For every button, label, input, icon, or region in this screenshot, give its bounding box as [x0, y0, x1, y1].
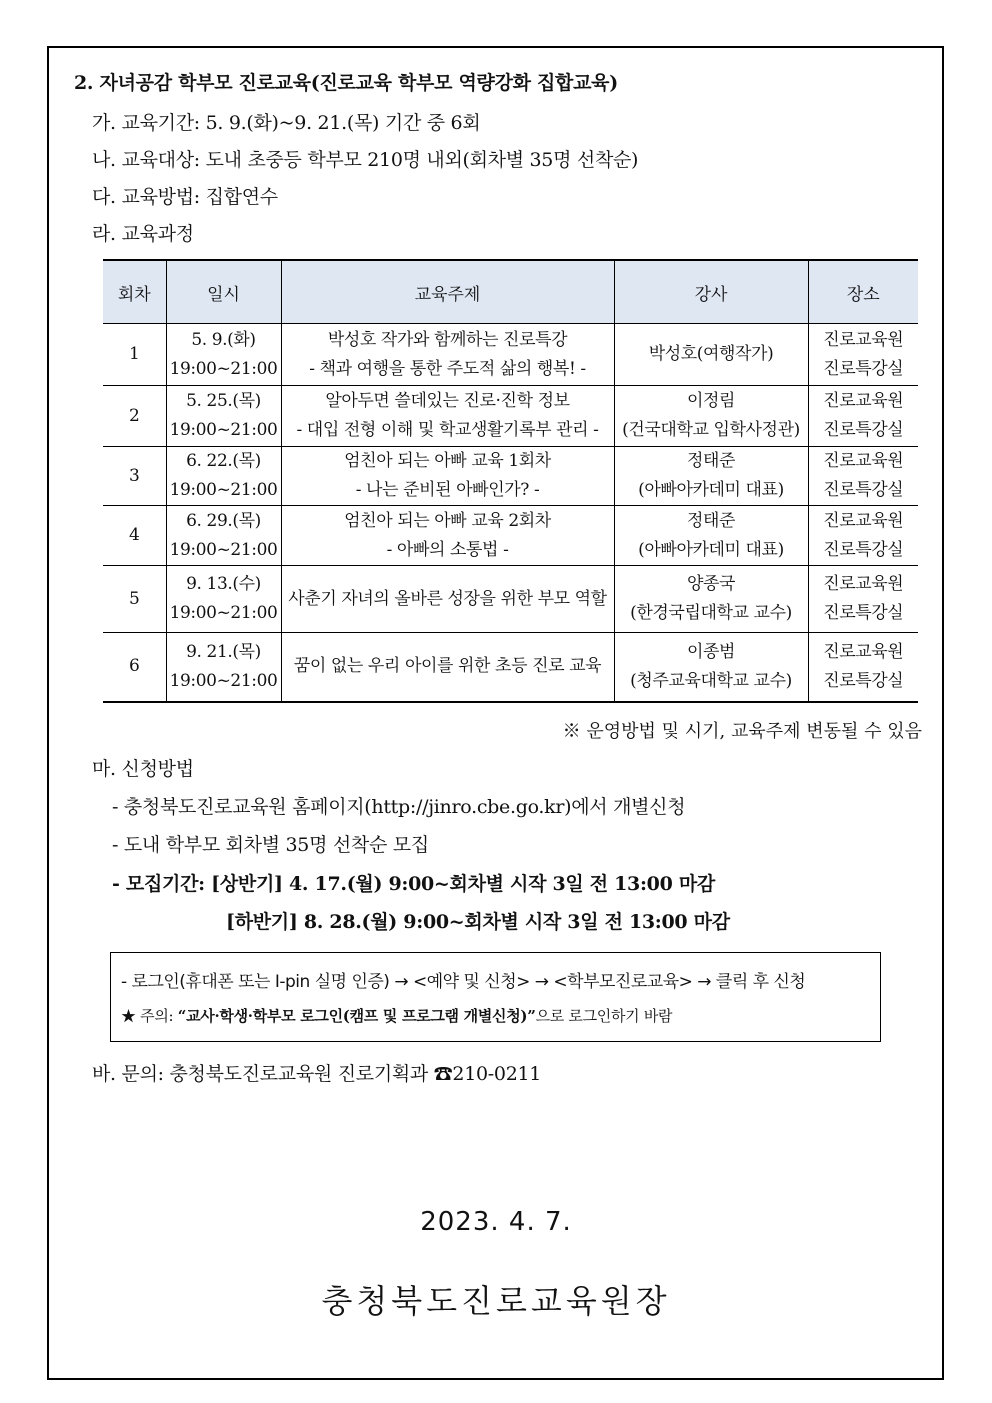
apply-item-period-first: - 모집기간: [상반기] 4. 17.(월) 9:00~회차별 시작 3일 전 13:00 마감	[112, 873, 715, 895]
schedule-table	[103, 259, 918, 703]
session-topic	[281, 566, 614, 633]
page-border	[47, 46, 944, 1380]
apply-item-homepage: - 충청북도진로교육원 홈페이지(http://jinro.cbe.go.kr)에서 개별신청	[112, 796, 686, 818]
lecturer-affiliation: (한경국립대학교 교수)	[630, 603, 792, 623]
place-line1: 진로교육원	[823, 391, 904, 411]
session-topic	[281, 447, 614, 506]
topic-line1: 꿈이 없는 우리 아이를 위한 초등 진로 교육	[293, 656, 602, 677]
header-place: 장소	[808, 260, 918, 324]
session-no: 3	[103, 447, 166, 506]
session-place	[808, 566, 918, 633]
session-no: 2	[103, 386, 166, 447]
contact-info: 바. 문의: 충청북도진로교육원 진로기획과 ☎210-0211	[92, 1063, 542, 1085]
session-topic	[281, 506, 614, 566]
session-topic	[281, 324, 614, 386]
table-note: ※ 운영방법 및 시기, 교육주제 변동될 수 있음	[562, 721, 922, 742]
session-datetime	[166, 447, 281, 506]
topic-line2: - 책과 여행을 통한 주도적 삶의 행복! -	[309, 358, 586, 379]
session-no: 4	[103, 506, 166, 566]
session-time: 19:00~21:00	[169, 480, 278, 500]
session-lecturer	[614, 633, 808, 702]
caution-login-type: “교사·학생·학부모 로그인(캠프 및 프로그램 개별신청)”	[177, 1007, 536, 1025]
table-row	[103, 566, 918, 633]
session-lecturer	[614, 447, 808, 506]
place-line1: 진로교육원	[823, 329, 904, 350]
header-topic: 교육주제	[281, 260, 614, 324]
session-time: 19:00~21:00	[169, 420, 278, 440]
session-no: 5	[103, 566, 166, 633]
session-datetime	[166, 633, 281, 702]
lecturer-name: 이종범	[686, 641, 736, 662]
session-place	[808, 633, 918, 702]
session-no: 1	[103, 324, 166, 386]
place-line1: 진로교육원	[823, 574, 904, 594]
session-place	[808, 386, 918, 447]
login-caution	[121, 1005, 672, 1026]
education-target: 나. 교육대상: 도내 초중등 학부모 210명 내외(회차별 35명 선착순)	[92, 149, 639, 171]
place-line2: 진로특강실	[823, 480, 904, 500]
place-line2: 진로특강실	[823, 358, 904, 379]
table-row	[103, 633, 918, 702]
topic-line1: 사춘기 자녀의 올바른 성장을 위한 부모 역할	[288, 588, 607, 609]
session-date: 6. 29.(목)	[186, 510, 261, 531]
session-no: 6	[103, 633, 166, 702]
caution-tail: 으로 로그인하기 바람	[535, 1007, 673, 1025]
caution-label: ★ 주의:	[121, 1007, 178, 1025]
place-line1: 진로교육원	[823, 510, 904, 531]
lecturer-affiliation: (아빠아카데미 대표)	[638, 539, 784, 560]
session-date: 9. 13.(수)	[186, 574, 261, 594]
lecturer-name: 이정림	[686, 391, 736, 411]
session-lecturer	[614, 506, 808, 566]
header-lecturer: 강사	[614, 260, 808, 324]
table-row	[103, 447, 918, 506]
header-datetime: 일시	[166, 260, 281, 324]
session-topic	[281, 386, 614, 447]
table-row	[103, 386, 918, 447]
table-row	[103, 324, 918, 386]
issuer-signature: 충청북도진로교육원장	[321, 1282, 671, 1320]
lecturer-name: 정태준	[686, 510, 736, 531]
session-time: 19:00~21:00	[169, 603, 278, 623]
session-datetime	[166, 566, 281, 633]
lecturer-affiliation: (청주교육대학교 교수)	[630, 670, 792, 691]
education-course: 라. 교육과정	[92, 223, 194, 245]
session-lecturer	[614, 386, 808, 447]
session-date: 6. 22.(목)	[186, 451, 261, 471]
header-session: 회차	[103, 260, 166, 324]
topic-line1: 엄친아 되는 아빠 교육 1회차	[344, 451, 551, 471]
session-datetime	[166, 386, 281, 447]
session-lecturer	[614, 566, 808, 633]
session-datetime	[166, 506, 281, 566]
session-place	[808, 324, 918, 386]
session-time: 19:00~21:00	[169, 670, 278, 691]
table-row	[103, 506, 918, 566]
education-method: 다. 교육방법: 집합연수	[92, 186, 278, 208]
session-date: 5. 9.(화)	[191, 329, 256, 350]
session-place	[808, 447, 918, 506]
section-title: 2. 자녀공감 학부모 진로교육(진로교육 학부모 역량강화 집합교육)	[74, 72, 618, 94]
session-topic	[281, 633, 614, 702]
place-line2: 진로특강실	[823, 670, 904, 691]
login-steps: - 로그인(휴대폰 또는 I-pin 실명 인증) → <예약 및 신청> → <학부모진로교육> → 클릭 후 신청	[121, 972, 806, 992]
topic-line1: 엄친아 되는 아빠 교육 2회차	[344, 510, 551, 531]
apply-item-period-second: [하반기] 8. 28.(월) 9:00~회차별 시작 3일 전 13:00 마감	[226, 911, 730, 933]
lecturer-name: 정태준	[686, 451, 736, 471]
lecturer-affiliation: (건국대학교 입학사정관)	[622, 420, 800, 440]
place-line2: 진로특강실	[823, 420, 904, 440]
place-line2: 진로특강실	[823, 603, 904, 623]
session-datetime	[166, 324, 281, 386]
session-date: 5. 25.(목)	[186, 391, 261, 411]
apply-item-recruit: - 도내 학부모 회차별 35명 선착순 모집	[112, 834, 429, 856]
session-time: 19:00~21:00	[169, 539, 278, 560]
place-line1: 진로교육원	[823, 451, 904, 471]
session-date: 9. 21.(목)	[186, 641, 261, 662]
topic-line2: - 아빠의 소통법 -	[386, 539, 509, 560]
session-time: 19:00~21:00	[169, 358, 278, 379]
place-line1: 진로교육원	[823, 641, 904, 662]
lecturer-affiliation: (아빠아카데미 대표)	[638, 480, 784, 500]
session-place	[808, 506, 918, 566]
lecturer-name: 양종국	[686, 574, 736, 594]
document-date: 2023. 4. 7.	[420, 1207, 572, 1237]
education-period: 가. 교육기간: 5. 9.(화)~9. 21.(목) 기간 중 6회	[92, 112, 481, 134]
table-header-row	[103, 260, 918, 324]
login-guide-box	[110, 952, 881, 1042]
apply-title: 마. 신청방법	[92, 758, 194, 780]
topic-line1: 박성호 작가와 함께하는 진로특강	[327, 329, 568, 350]
lecturer-name: 박성호(여행작가)	[648, 344, 774, 364]
topic-line2: - 대입 전형 이해 및 학교생활기록부 관리 -	[296, 420, 599, 440]
place-line2: 진로특강실	[823, 539, 904, 560]
topic-line2: - 나는 준비된 아빠인가? -	[355, 480, 540, 500]
topic-line1: 알아두면 쓸데있는 진로·진학 정보	[325, 391, 570, 411]
session-lecturer	[614, 324, 808, 386]
